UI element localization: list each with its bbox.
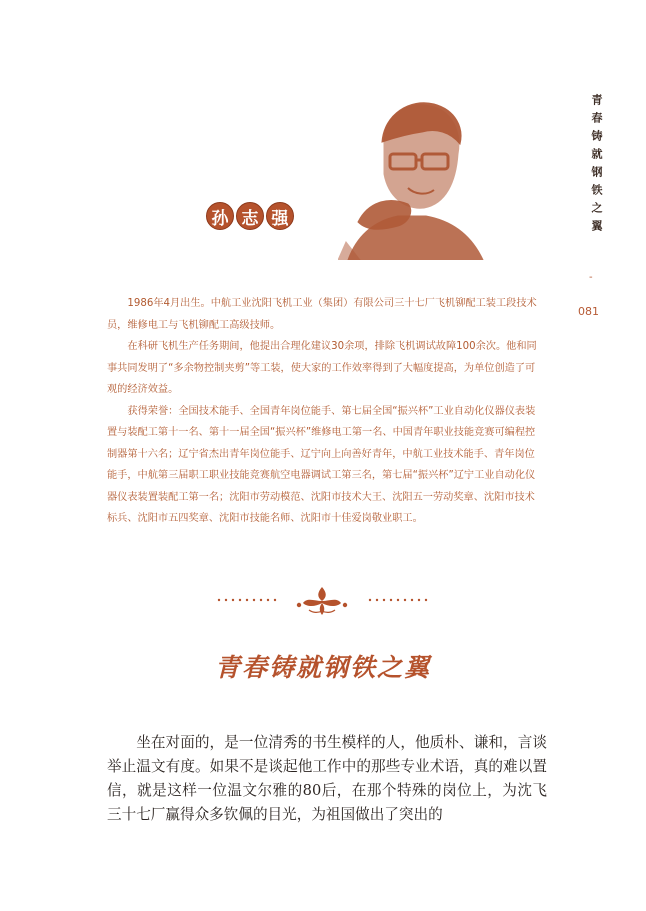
article-title: 青春铸就钢铁之翼 [214, 653, 431, 682]
side-chapter-title: 青春铸就钢铁之翼 [590, 94, 603, 238]
body-paragraph: 坐在对面的，是一位清秀的书生模样的人，他质朴、谦和，言谈举止温文有度。如果不是谈起他工作中的那些专业术语，真的难以置信，就是这样一位温文尔雅的80后，在那个特殊的岗位上，为沈飞三十七厂赢得众多钦佩的目光，为祖国做出了突出的 [107, 734, 547, 823]
page-number: 081 [578, 305, 599, 318]
name-char: 强 [266, 202, 294, 230]
bio-paragraph: 获得荣誉：全国技术能手、全国青年岗位能手、第七届全国“振兴杯”工业自动化仪器仪表装置与装配工第十一名、第十一届全国“振兴杯”维修电工第一名、中国青年职业技能竞赛可编程控制器第十六名；辽宁省杰出青年岗位能手、辽宁向上向善好青年，中航工业技术能手、青年岗位能手，中航第三届职工职业技能竞赛航空电器调试工第三名，第七届“振兴杯”辽宁工业自动化仪器仪表装置装配工第一名；沈阳市劳动模范、沈阳市技术大王、沈阳五一劳动奖章、沈阳市技术标兵、沈阳市五四奖章、沈阳市技能名师、沈阳市十佳爱岗敬业职工。 [107, 405, 536, 524]
name-char: 孙 [206, 202, 234, 230]
portrait-illustration [338, 92, 488, 260]
bio-paragraph: 1986年4月出生。中航工业沈阳飞机工业（集团）有限公司三十七厂飞机铆配工装工段技术员，维修电工与飞机铆配工高级技师。 [107, 298, 537, 331]
section-divider-ornament [215, 583, 430, 617]
person-name-badge [206, 202, 294, 230]
article-body [107, 731, 547, 827]
bio-section [107, 293, 542, 530]
bio-paragraph: 在科研飞机生产任务期间，他提出合理化建议30余项，排除飞机调试故障100余次。他和同事共同发明了“多余物控制夹剪”等工装，使大家的工作效率得到了大幅度提高，为单位创造了可观的经济效益。 [107, 341, 537, 395]
side-dash: - [589, 272, 593, 283]
name-char: 志 [236, 202, 264, 230]
